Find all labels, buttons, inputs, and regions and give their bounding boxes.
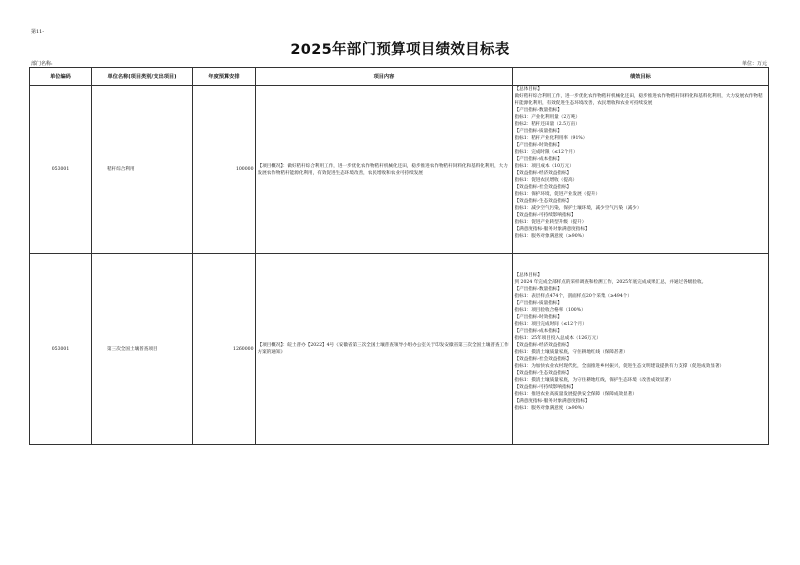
performance-list [515, 86, 767, 240]
performance-line: 【产出指标-质量指标】 [514, 129, 562, 134]
header-performance-target: 绩效目标 [513, 68, 769, 86]
performance-line: 指标1：促进产业转型升级（提升） [514, 220, 587, 225]
unit-code-cell: 053001 [30, 254, 92, 445]
budget-cell: 100000 [193, 86, 256, 254]
performance-line: 指标1：摸清土壤质量家底，为守住耕地红线，保护生态环境（改善成效显著） [514, 378, 674, 383]
performance-line: 【产出指标-成本指标】 [514, 157, 562, 162]
performance-line: 【产出指标-质量指标】 [514, 301, 562, 306]
performance-line: 【效益指标-社会效益指标】 [514, 357, 572, 362]
performance-line: 【产出指标-时效指标】 [514, 143, 562, 148]
table-header-row [30, 68, 769, 86]
project-content-cell: 【项目概况】：做好秸秆综合利用工作，进一步优化农作物秸秆机械化还田，稳步推进农作物秸秆饲料化和基料化利用，大力发展农作物秸秆能源化利用，有效促进生态环境改善，农民增收和农业可持续发展 [256, 86, 513, 254]
unit-code-cell: 053001 [30, 86, 92, 254]
performance-line: 指标1：保护环境，促进产业发展（提升） [514, 192, 601, 197]
performance-line: 指标1：为加快农业农村现代化，全面推进乡村振兴，促进生态文明建设提供有力支撑（促进成效显著） [514, 364, 725, 369]
performance-line: 【效益指标-可持续影响指标】 [514, 213, 576, 218]
performance-line: 指标1：25年项目投入总成本（126万元） [514, 336, 601, 341]
performance-line: 【效益指标-社会效益指标】 [514, 185, 572, 190]
performance-line: 【满意度指标-服务对象满意度指标】 [514, 399, 590, 404]
performance-line: 指标1：完成时限（≤12个月） [514, 150, 578, 155]
performance-line: 指标1：项目成本（10万元） [514, 164, 574, 169]
performance-line: 【效益指标-经济效益指标】 [514, 171, 572, 176]
performance-line: 指标1：项目验收合格率（100%） [514, 308, 586, 313]
performance-line: 【产出指标-成本指标】 [514, 329, 562, 334]
performance-line: 指标1：服务对象满意度（≥90%） [514, 234, 587, 239]
performance-list [515, 272, 767, 412]
performance-line: 【效益指标-经济效益指标】 [514, 343, 572, 348]
table-row [30, 254, 769, 445]
performance-line: 指标1：秸秆产业化利用率（91%） [514, 136, 588, 141]
unit-name-cell: 秸秆综合利用 [92, 86, 193, 254]
header-unit-code: 单位编码 [30, 68, 92, 86]
performance-line: 指标2：秸秆还田量（2.5万亩） [514, 122, 580, 127]
performance-line: 【总体目标】 [514, 87, 543, 92]
unit-label: 单位：万元 [741, 61, 767, 67]
department-name-label: 部门名称: [31, 61, 53, 67]
performance-line: 到 2024 年完成全部样点的采样调查和检测工作，2025年底完成成果汇总，并通过各级验收。 [514, 280, 707, 285]
performance-line: 指标1：减少空气污染，保护土壤环境，减少空气污染（减少） [514, 206, 642, 211]
performance-line: 指标1：表层样点474个，剖面样点20个采集（≥494个） [514, 294, 632, 299]
performance-line: 【产出指标-数量指标】 [514, 108, 562, 113]
performance-line: 指标1：项目完成时间（≤12个月） [514, 322, 587, 327]
performance-line: 【总体目标】 [514, 273, 543, 278]
performance-line: 【效益指标-可持续影响指标】 [514, 385, 576, 390]
performance-target-cell [513, 254, 769, 445]
performance-line: 指标1：推进农业高质量发展提供安全保障（保障成效显著） [514, 392, 637, 397]
performance-line: 【产出指标-数量指标】 [514, 287, 562, 292]
project-content-cell: 【项目概况】：皖土普办【2022】4号《安徽省第三次全国土壤普查领导小组办公室关于印发安徽省第三次全国土壤普查工作方案的通知》 [256, 254, 513, 445]
performance-line: 指标1：服务对象满意度（≥90%） [514, 406, 587, 411]
performance-line: 指标1：产业化利用量（2万吨） [514, 115, 581, 120]
performance-target-cell [513, 86, 769, 254]
performance-line: 做好秸秆综合利用工作，进一步优化农作物秸秆机械化还田，稳步推进农作物秸秆饲料化和基料化利用，大力发展农作物秸秆能源化利用，有效促进生态环境改善，农民增收和农业可持续发展 [514, 94, 763, 106]
page-number-label: 第11- [31, 29, 45, 35]
table-row [30, 86, 769, 254]
page-title: 2025年部门预算项目绩效目标表 [290, 42, 510, 58]
performance-line: 指标1：摸清土壤质量家底，守住耕地红线（保障甚著） [514, 350, 628, 355]
performance-line: 【效益指标-生态效益指标】 [514, 199, 572, 204]
performance-line: 【效益指标-生态效益指标】 [514, 371, 572, 376]
header-annual-budget: 年度预算安排 [193, 68, 256, 86]
header-project-content: 项目内容 [256, 68, 513, 86]
performance-target-table [29, 67, 769, 445]
header-unit-name: 单位名称(项目类别/支出项目) [92, 68, 193, 86]
performance-line: 【满意度指标-服务对象满意度指标】 [514, 227, 590, 232]
budget-cell: 1260000 [193, 254, 256, 445]
performance-line: 【产出指标-时效指标】 [514, 315, 562, 320]
unit-name-cell: 第三次全国土壤普查项目 [92, 254, 193, 445]
performance-line: 指标1：促进农民增收（提高） [514, 178, 578, 183]
